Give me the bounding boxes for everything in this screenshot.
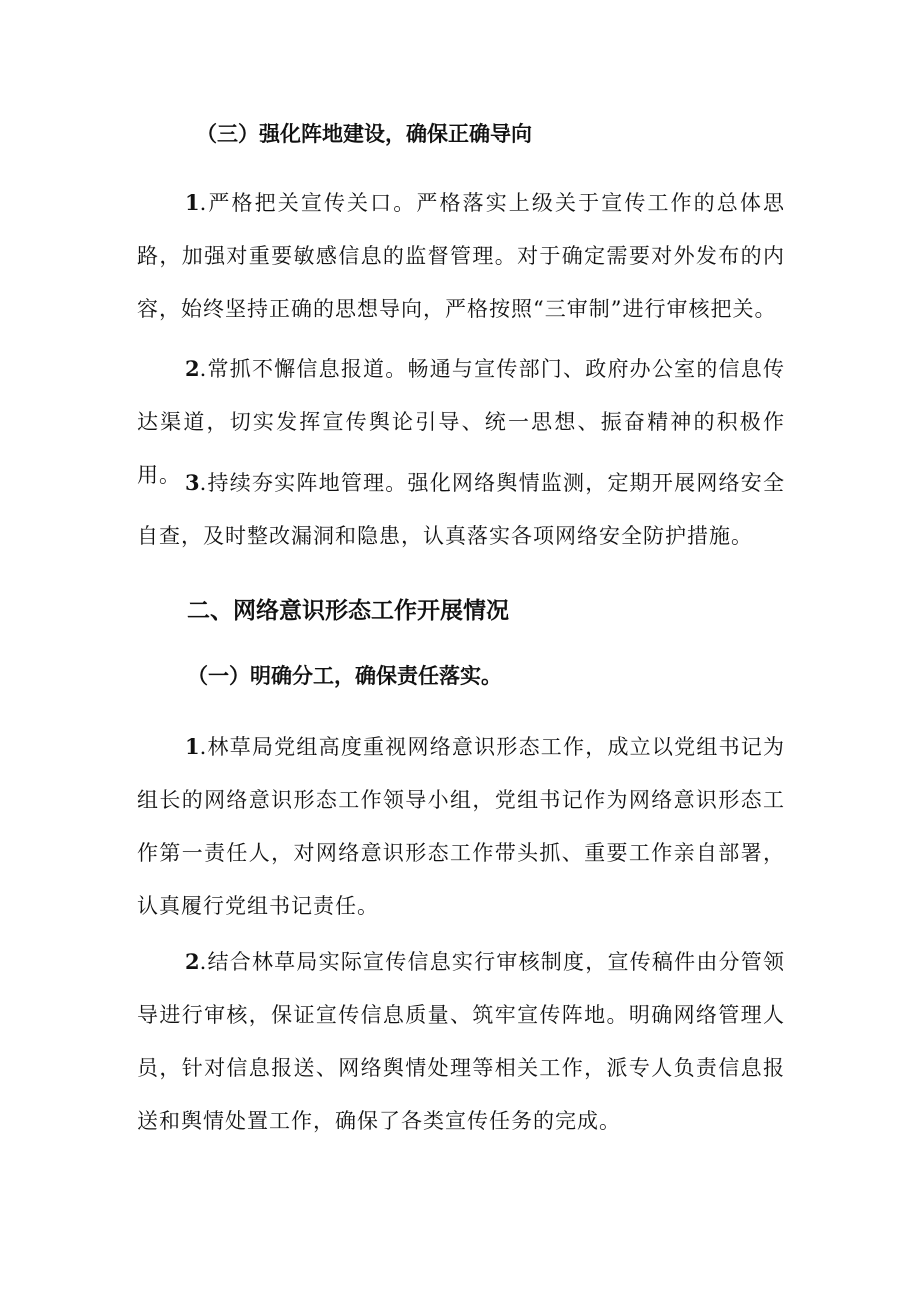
item-text: .林草局党组高度重视网络意识形态工作，成立以党组书记为组长的网络意识形态工作领导小组，党组书记作为网络意识形态工作第一责任人，对网络意识形态工作带头抓、重要工作亲自部署，认真履行党组书记责任。 — [137, 735, 785, 918]
paragraph-item-1-1 — [137, 720, 785, 933]
paragraph-item-1-2 — [137, 935, 785, 1148]
item-text: .持续夯实阵地管理。强化网络舆情监测，定期开展网络安全自查，及时整改漏洞和隐患，认真落实各项网络安全防护措施。 — [137, 471, 785, 548]
sub-heading-strengthen-positions: （三）强化阵地建设，确保正确导向 — [196, 122, 532, 146]
item-number: 2 — [185, 356, 200, 381]
sub-heading-clear-division: （一）明确分工，确保责任落实。 — [187, 664, 502, 688]
item-number: 1 — [185, 190, 200, 215]
item-text: .常抓不懈信息报道。畅通与宣传部门、政府办公室的信息传达渠道，切实发挥宣传舆论引导、统一思想、振奋精神的积极作用。 — [137, 357, 785, 487]
paragraph-item-3-3 — [137, 456, 785, 563]
section-title-network-ideology: 二、网络意识形态工作开展情况 — [187, 598, 509, 624]
item-number: 1 — [185, 734, 200, 759]
item-text: .严格把关宣传关口。严格落实上级关于宣传工作的总体思路，加强对重要敏感信息的监督管理。对于确定需要对外发布的内容，始终坚持正确的思想导向，严格按照“三审制”进行审核把关。 — [137, 191, 785, 321]
item-number: 3 — [185, 470, 200, 495]
paragraph-item-3-1 — [137, 176, 785, 336]
item-number: 2 — [185, 949, 200, 974]
item-text: .结合林草局实际宣传信息实行审核制度，宣传稿件由分管领导进行审核，保证宣传信息质量、筑牢宣传阵地。明确网络管理人员，针对信息报送、网络舆情处理等相关工作，派专人负责信息报送和舆情处置工作，确保了各类宣传任务的完成。 — [137, 950, 785, 1133]
